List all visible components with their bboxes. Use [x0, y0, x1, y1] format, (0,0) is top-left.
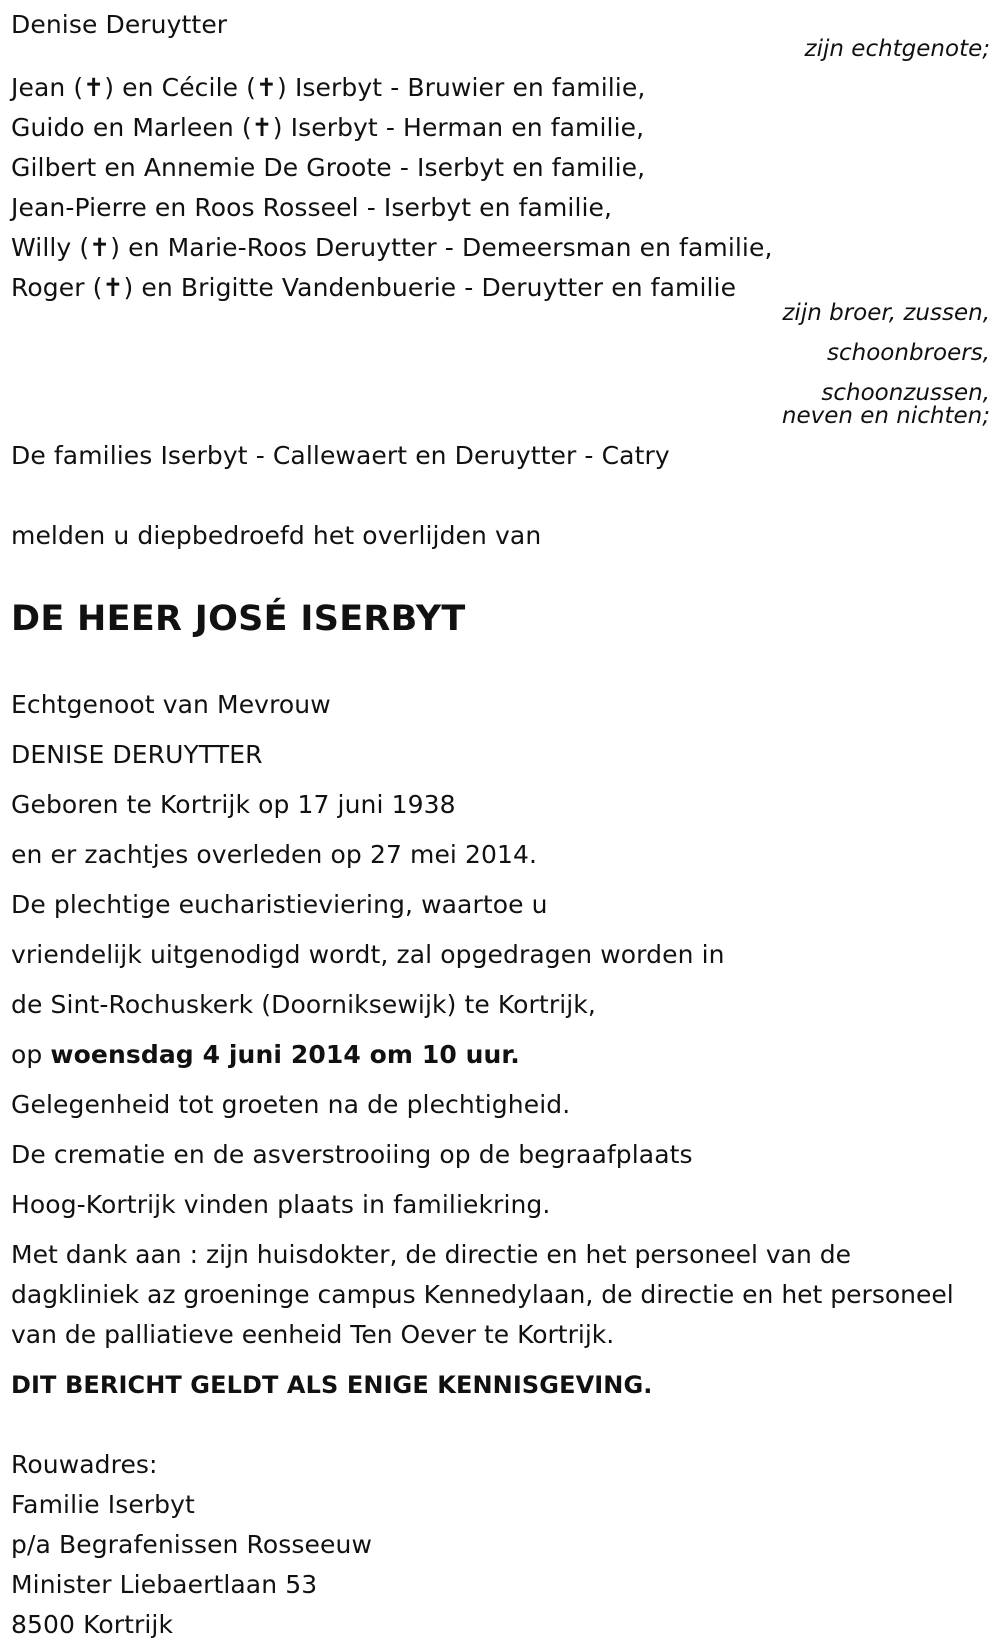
- ceremony-date-prefix: op: [11, 1040, 43, 1069]
- address-line: p/a Begrafenissen Rosseeuw: [11, 1530, 372, 1559]
- sibling-relation: neven en nichten;: [781, 403, 990, 429]
- notice-line: DIT BERICHT GELDT ALS ENIGE KENNISGEVING.: [11, 1371, 653, 1399]
- sibling-relation: schoonzussen,: [821, 380, 990, 406]
- address-line: Minister Liebaertlaan 53: [11, 1570, 318, 1599]
- sibling-relation: zijn broer, zussen,: [782, 300, 990, 326]
- spouse-of-line: Echtgenoot van Mevrouw: [11, 690, 331, 719]
- families-line: De families Iserbyt - Callewaert en Deruytter - Catry: [11, 441, 670, 470]
- greeting-line: Gelegenheid tot groeten na de plechtigheid.: [11, 1090, 571, 1119]
- spouse-relation: zijn echtgenote;: [804, 36, 990, 62]
- sibling-relation: schoonbroers,: [827, 340, 990, 366]
- announce-line: melden u diepbedroefd het overlijden van: [11, 521, 542, 550]
- sibling-line: Willy (✝) en Marie-Roos Deruytter - Demeersman en familie,: [11, 233, 773, 262]
- cremation-line: De crematie en de asverstrooiing op de begraafplaats: [11, 1140, 693, 1169]
- sibling-line: Roger (✝) en Brigitte Vandenbuerie - Deruytter en familie: [11, 273, 737, 302]
- born-line: Geboren te Kortrijk op 17 juni 1938: [11, 790, 456, 819]
- spouse-name-caps: DENISE DERUYTTER: [11, 740, 263, 769]
- cremation-line: Hoog-Kortrijk vinden plaats in familiekring.: [11, 1190, 551, 1219]
- sibling-line: Jean (✝) en Cécile (✝) Iserbyt - Bruwier en familie,: [11, 73, 646, 102]
- deceased-name: DE HEER JOSÉ ISERBYT: [11, 599, 466, 639]
- ceremony-line: vriendelijk uitgenodigd wordt, zal opgedragen worden in: [11, 940, 725, 969]
- sibling-line: Jean-Pierre en Roos Rosseel - Iserbyt en familie,: [11, 193, 613, 222]
- sibling-line: Guido en Marleen (✝) Iserbyt - Herman en familie,: [11, 113, 645, 142]
- ceremony-date: woensdag 4 juni 2014 om 10 uur.: [50, 1040, 520, 1069]
- died-line: en er zachtjes overleden op 27 mei 2014.: [11, 840, 538, 869]
- sibling-line: Gilbert en Annemie De Groote - Iserbyt en familie,: [11, 153, 646, 182]
- ceremony-line: De plechtige eucharistieviering, waartoe u: [11, 890, 548, 919]
- ceremony-date-line: [11, 1040, 520, 1070]
- address-label: Rouwadres:: [11, 1450, 158, 1479]
- ceremony-line: de Sint-Rochuskerk (Doorniksewijk) te Kortrijk,: [11, 990, 596, 1019]
- address-line: 8500 Kortrijk: [11, 1610, 174, 1639]
- thanks-paragraph: Met dank aan : zijn huisdokter, de directie en het personeel van de dagkliniek az groeninge campus Kennedylaan, de directie en het personeel van de palliatieve eenheid Ten Oever te Kortrijk.: [11, 1240, 954, 1349]
- spouse-name: Denise Deruytter: [11, 10, 228, 39]
- address-line: Familie Iserbyt: [11, 1490, 195, 1519]
